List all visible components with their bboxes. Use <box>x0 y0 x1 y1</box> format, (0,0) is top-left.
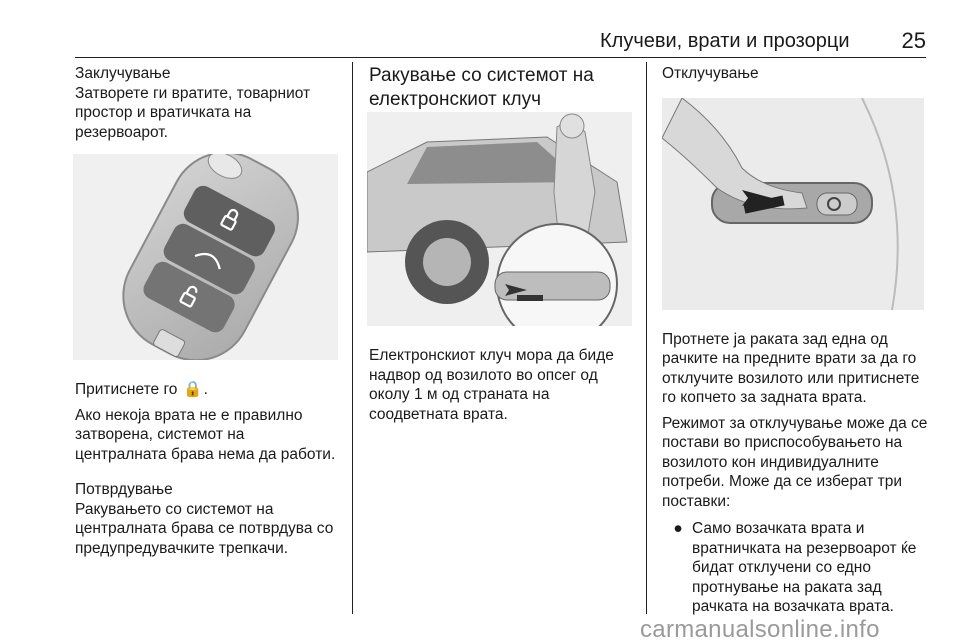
column-divider-right <box>646 62 647 614</box>
confirm-heading: Потврдување <box>75 481 173 498</box>
door-handle-illustration <box>662 98 924 310</box>
hand-on-handle-icon <box>662 98 924 310</box>
bullet-icon: ● <box>673 520 683 537</box>
unlocking-heading: Отклучување <box>662 65 759 82</box>
watermark: carmanualsonline.info <box>640 616 880 643</box>
locking-heading: Заклучување <box>75 65 171 82</box>
bullet-text: Само возачката врата и вратничката на резервоарот ќе бидат отклучени со едно протнување на раката зад рачката на возачката врата. <box>692 520 917 615</box>
press-lock-text: Притиснете го 🔒 . <box>75 381 208 398</box>
page-header-title: Клучеви, врати и прозорци <box>600 30 850 52</box>
unlock-mode-text: Режимот за отклучување може да се постави во приспособувањето на возилото кон индивидуалните потреби. Може да се изберат три поставки: <box>662 414 928 510</box>
pull-hand-text: Протнете ја раката зад една од рачките на предните врати за да го отклучите возилото или притиснете го копчето за задната врата. <box>662 330 920 406</box>
header-rule <box>75 57 926 58</box>
right-column <box>662 64 930 617</box>
car-door-illustration <box>367 112 632 326</box>
remote-key-illustration <box>73 154 338 360</box>
list-item <box>662 519 930 617</box>
middle-column <box>369 64 634 424</box>
door-warning-text: Ако некоја врата не е правилно затворена, системот на централната брава нема да работи. <box>75 406 336 463</box>
remote-key-icon <box>73 154 338 360</box>
confirm-text: Ракувањето со системот на централната брава се потврдува со предупредувачките трепкачи. <box>75 500 334 557</box>
electronic-key-description: Електронскиот клуч мора да биде надвор од возилото во опсег од околу 1 м од страната на соодветната врата. <box>369 347 614 423</box>
column-divider-left <box>352 62 353 614</box>
left-column <box>75 64 340 558</box>
page-number: 25 <box>901 28 926 53</box>
electronic-key-heading: Ракување со системот на електронскиот клуч <box>369 65 594 110</box>
locking-text: Затворете ги вратите, товарниот простор и вратичката на резервоарот. <box>75 84 311 141</box>
car-with-person-icon <box>367 112 632 326</box>
